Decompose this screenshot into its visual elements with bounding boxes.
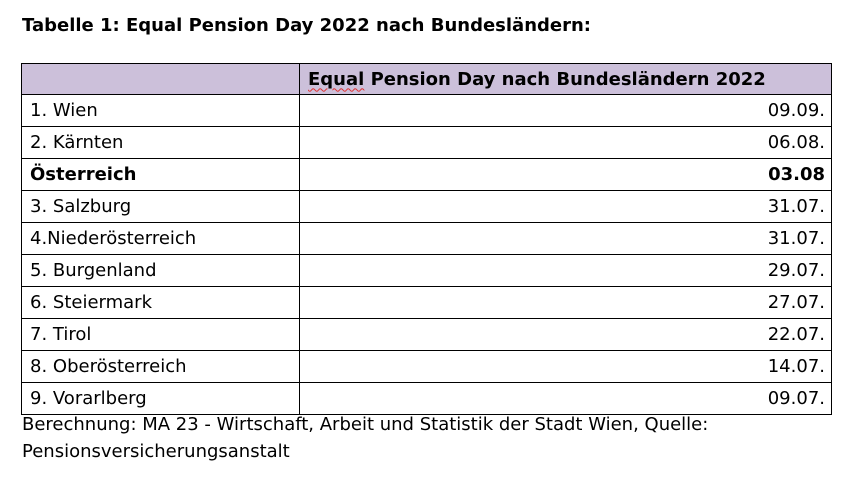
region-cell: 9. Vorarlberg: [22, 383, 300, 415]
date-cell: 09.09.: [300, 95, 832, 127]
header-label-rest: Pension Day nach Bundesländern 2022: [364, 68, 766, 90]
table-row: [22, 95, 832, 127]
region-cell: 4.Niederösterreich: [22, 223, 300, 255]
table-row: [22, 127, 832, 159]
region-cell: 3. Salzburg: [22, 191, 300, 223]
table-row-total: [22, 159, 832, 191]
table-row: [22, 255, 832, 287]
table-row: [22, 319, 832, 351]
region-cell: 2. Kärnten: [22, 127, 300, 159]
header-label-first-word: Equal: [308, 68, 365, 90]
table-row: [22, 223, 832, 255]
region-cell: 5. Burgenland: [22, 255, 300, 287]
region-cell: 7. Tirol: [22, 319, 300, 351]
table-header-row: [22, 64, 832, 95]
region-cell: 6. Steiermark: [22, 287, 300, 319]
region-cell: 1. Wien: [22, 95, 300, 127]
pension-table: [21, 63, 832, 415]
date-cell: 06.08.: [300, 127, 832, 159]
date-cell: 29.07.: [300, 255, 832, 287]
date-cell: 31.07.: [300, 191, 832, 223]
date-cell: 22.07.: [300, 319, 832, 351]
source-note: [22, 411, 842, 465]
table-title: Tabelle 1: Equal Pension Day 2022 nach Bundesländern:: [22, 15, 592, 36]
table-row: [22, 351, 832, 383]
header-cell-region: [22, 64, 300, 95]
region-cell: Österreich: [22, 159, 300, 191]
date-cell: 03.08: [300, 159, 832, 191]
header-cell-date: [300, 64, 832, 95]
region-cell: 8. Oberösterreich: [22, 351, 300, 383]
date-cell: 27.07.: [300, 287, 832, 319]
table-row: [22, 191, 832, 223]
source-note-line-1: Berechnung: MA 23 - Wirtschaft, Arbeit und Statistik der Stadt Wien, Quelle:: [22, 414, 709, 435]
header-label: [308, 69, 766, 90]
table-row: [22, 383, 832, 415]
date-cell: 14.07.: [300, 351, 832, 383]
source-note-line-2: Pensionsversicherungsanstalt: [22, 441, 290, 462]
date-cell: 31.07.: [300, 223, 832, 255]
table-row: [22, 287, 832, 319]
table-body: [22, 95, 832, 415]
date-cell: 09.07.: [300, 383, 832, 415]
